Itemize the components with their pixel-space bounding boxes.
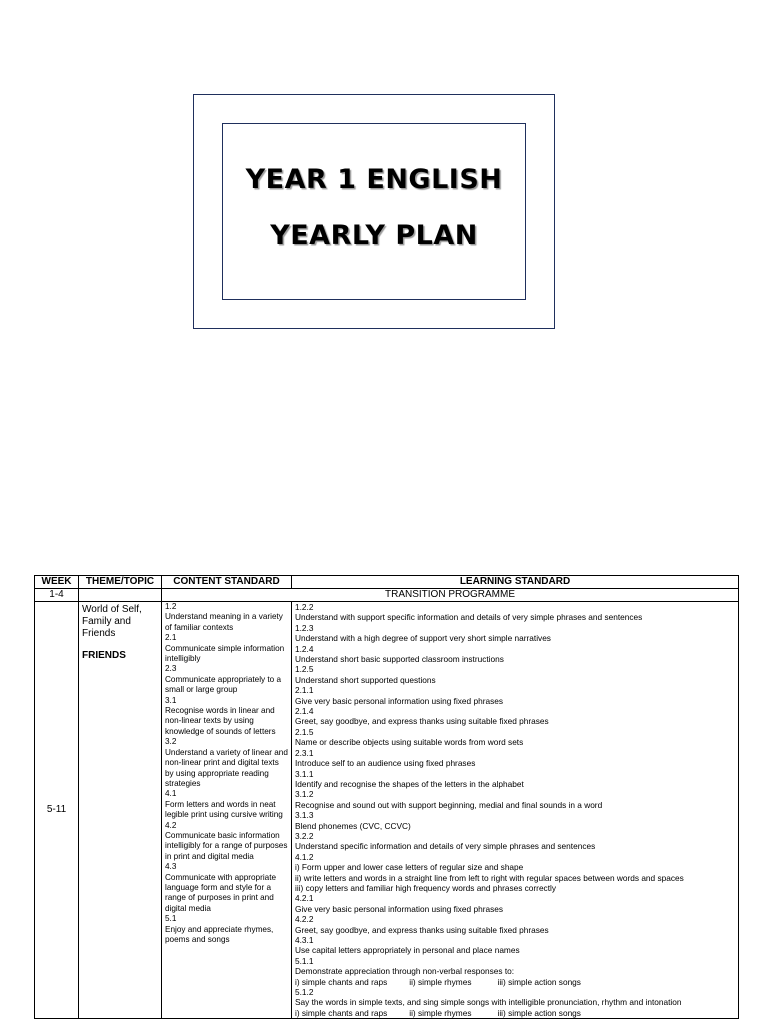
- learning-standard-line: 5.1.1: [295, 955, 314, 966]
- transition-week: 1-4: [35, 589, 79, 602]
- learning-standard-line: 3.1.1: [295, 768, 314, 779]
- song-type: iii) simple action songs: [497, 976, 581, 987]
- learning-standard-line: 1.2.3: [295, 622, 314, 633]
- song-type: i) simple chants and raps: [295, 1007, 388, 1018]
- content-standard-line: 4.3: [165, 862, 177, 872]
- content-standard-line: Understand a variety of linear and non-linear print and digital texts by using appropriate reading strategies: [165, 747, 288, 788]
- learning-standard-line: Name or describe objects using suitable words from word sets: [295, 737, 524, 748]
- learning-standard-line: 1.2.2: [295, 602, 314, 612]
- learning-standard-line: 1.2.5: [295, 664, 314, 675]
- unit-topic: FRIENDS: [82, 650, 126, 661]
- learning-standard-line: 2.1.4: [295, 706, 314, 717]
- learning-standard-line: Use capital letters appropriately in personal and place names: [295, 945, 520, 956]
- content-standard-line: Communicate appropriately to a small or large group: [165, 674, 282, 695]
- content-standard-line: Recognise words in linear and non-linear texts by using knowledge of sounds of letters: [165, 706, 276, 736]
- learning-standard-line: Give very basic personal information using fixed phrases: [295, 903, 503, 914]
- header-content-standard: CONTENT STANDARD: [162, 576, 292, 589]
- transition-theme-empty: [79, 589, 162, 602]
- unit-theme: World of Self, Family and Friends: [82, 604, 142, 639]
- learning-standard-line: Demonstrate appreciation through non-verbal responses to:: [295, 966, 515, 977]
- learning-standard-line: Understand specific information and details of very simple phrases and sentences: [295, 841, 596, 852]
- learning-standard-line: Identify and recognise the shapes of the letters in the alphabet: [295, 778, 524, 789]
- learning-standard-line: 2.3.1: [295, 747, 314, 758]
- yearly-plan-table: [34, 575, 739, 1019]
- table-header-row: [35, 576, 739, 589]
- learning-standard-line: 4.2.1: [295, 893, 314, 904]
- song-type: ii) simple rhymes: [409, 976, 472, 987]
- learning-standard-line: Introduce self to an audience using fixed phrases: [295, 758, 476, 769]
- learning-standard-line: 5.1.2: [295, 987, 314, 998]
- content-standard-line: 5.1: [165, 914, 177, 924]
- learning-standard-line: Understand short basic supported classroom instructions: [295, 654, 504, 665]
- unit-week: 5-11: [35, 602, 79, 1019]
- unit-row: [35, 602, 739, 1019]
- learning-standard-line: 1.2.4: [295, 643, 314, 654]
- learning-standard-line: iii) copy letters and familiar high frequency words and phrases correctly: [295, 882, 557, 893]
- learning-standard-line: 3.1.2: [295, 789, 314, 800]
- header-learning-standard: LEARNING STANDARD: [292, 576, 739, 589]
- content-standard-line: 3.2: [165, 737, 177, 747]
- content-standard-line: Enjoy and appreciate rhymes, poems and songs: [165, 924, 274, 944]
- learning-standard-line: 4.2.2: [295, 914, 314, 925]
- song-types-row: [295, 977, 735, 987]
- content-standard-line: Understand meaning in a variety of familiar contexts: [165, 612, 283, 632]
- cover-title-line-2: YEARLY PLAN: [270, 220, 478, 251]
- learning-standard-line: Recognise and sound out with support beginning, medial and final sounds in a word: [295, 799, 603, 810]
- content-standard-line: Communicate simple information intelligibly: [165, 643, 285, 664]
- learning-standard-line: Understand with support specific information and details of very simple phrases and sentences: [295, 612, 643, 623]
- song-type: i) simple chants and raps: [295, 976, 388, 987]
- transition-programme-label: TRANSITION PROGRAMME: [162, 589, 739, 602]
- learning-standard-line: Greet, say goodbye, and express thanks using suitable fixed phrases: [295, 924, 549, 935]
- content-standard-line: 2.1: [165, 633, 177, 643]
- content-standard-line: 4.1: [165, 789, 177, 799]
- learning-standard-line: 4.1.2: [295, 851, 314, 862]
- cover-inner-frame: [222, 123, 526, 300]
- learning-standard-line: Greet, say goodbye, and express thanks using suitable fixed phrases: [295, 716, 549, 727]
- unit-theme-cell: [79, 602, 162, 1019]
- learning-standard-line: 2.1.1: [295, 685, 314, 696]
- transition-row: [35, 589, 739, 602]
- content-standard-line: Form letters and words in neat legible print using cursive writing: [165, 799, 283, 820]
- content-standard-line: Communicate basic information intelligibly for a range of purposes in print and digital media: [165, 830, 288, 861]
- learning-standard-line: 3.1.3: [295, 810, 314, 821]
- learning-standard-line: Blend phonemes (CVC, CCVC): [295, 820, 411, 831]
- content-standard-line: 4.2: [165, 820, 177, 830]
- learning-standard-line: 3.2.2: [295, 830, 314, 841]
- header-week: WEEK: [35, 576, 79, 589]
- song-type: ii) simple rhymes: [409, 1007, 472, 1018]
- content-standard-line: 3.1: [165, 695, 177, 705]
- learning-standard-cell: [292, 602, 739, 1019]
- learning-standard-line: Understand with a high degree of support very short simple narratives: [295, 633, 551, 644]
- content-standard-line: 2.3: [165, 664, 177, 674]
- learning-standard-line: Understand short supported questions: [295, 674, 436, 685]
- content-standard-line: 1.2: [165, 602, 177, 611]
- learning-standard-line: 2.1.5: [295, 726, 314, 737]
- learning-standard-line: Give very basic personal information using fixed phrases: [295, 695, 503, 706]
- content-standard-line: Communicate with appropriate language form and style for a range of purposes in print and digital media: [165, 872, 277, 913]
- content-standard-cell: [162, 602, 292, 1019]
- song-types-row: [295, 1008, 735, 1018]
- header-theme-topic: THEME/TOPIC: [79, 576, 162, 589]
- learning-standard-line: 4.3.1: [295, 935, 314, 945]
- learning-standard-line: ii) write letters and words in a straight line from left to right with regular spaces between words and spaces: [295, 872, 684, 883]
- learning-standard-line: Say the words in simple texts, and sing simple songs with intelligible pronunciation, rhythm and intonation: [295, 997, 682, 1008]
- song-type: iii) simple action songs: [497, 1007, 581, 1018]
- cover-title-line-1: YEAR 1 ENGLISH: [245, 164, 503, 195]
- learning-standard-line: i) Form upper and lower case letters of regular size and shape: [295, 862, 524, 873]
